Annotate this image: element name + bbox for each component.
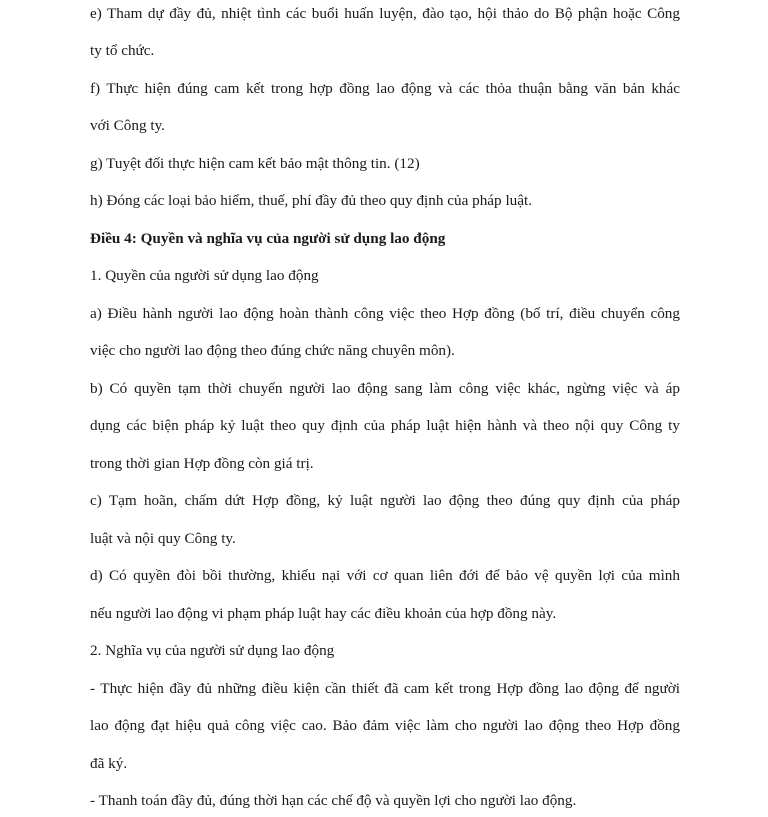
clause-e-line-2: ty tổ chức. bbox=[90, 42, 155, 59]
clause-h: h) Đóng các loại bảo hiểm, thuế, phí đầy đủ theo quy định của pháp luật. bbox=[90, 192, 533, 209]
article-4-heading: Điều 4: Quyền và nghĩa vụ của người sử dụng lao động bbox=[90, 230, 446, 247]
right-c-line-2: luật và nội quy Công ty. bbox=[90, 530, 236, 547]
obligation-2: - Thanh toán đầy đủ, đúng thời hạn các chế độ và quyền lợi cho người lao động. bbox=[90, 792, 577, 809]
right-b-line-1: b) Có quyền tạm thời chuyển người lao động sang làm công việc khác, ngừng việc và áp bbox=[90, 380, 680, 397]
section-2-heading: 2. Nghĩa vụ của người sử dụng lao động bbox=[90, 642, 335, 659]
right-a-line-1: a) Điều hành người lao động hoàn thành công việc theo Hợp đồng (bố trí, điều chuyển công bbox=[90, 305, 680, 322]
obligation-1-line-3: đã ký. bbox=[90, 755, 128, 772]
section-1-heading: 1. Quyền của người sử dụng lao động bbox=[90, 267, 319, 284]
right-d-line-2: nếu người lao động vi phạm pháp luật hay các điều khoản của hợp đồng này. bbox=[90, 605, 557, 622]
clause-g: g) Tuyệt đối thực hiện cam kết bảo mật thông tin. (12) bbox=[90, 155, 420, 172]
right-b-line-2: dụng các biện pháp kỷ luật theo quy định của pháp luật hiện hành và theo nội quy Công ty bbox=[90, 417, 680, 434]
clause-f-line-1: f) Thực hiện đúng cam kết trong hợp đồng lao động và các thỏa thuận bằng văn bản khác bbox=[90, 80, 680, 97]
clause-e-line-1: e) Tham dự đầy đủ, nhiệt tình các buổi huấn luyện, đào tạo, hội thảo do Bộ phận hoặc Công bbox=[90, 5, 680, 22]
right-b-line-3: trong thời gian Hợp đồng còn giá trị. bbox=[90, 455, 314, 472]
right-c-line-1: c) Tạm hoãn, chấm dứt Hợp đồng, kỷ luật người lao động theo đúng quy định của pháp bbox=[90, 492, 680, 509]
right-a-line-2: việc cho người lao động theo đúng chức năng chuyên môn). bbox=[90, 342, 455, 359]
clause-f-line-2: với Công ty. bbox=[90, 117, 165, 134]
obligation-1-line-2: lao động đạt hiệu quả công việc cao. Bảo đảm việc làm cho người lao động theo Hợp đồng bbox=[90, 717, 680, 734]
obligation-1-line-1: - Thực hiện đầy đủ những điều kiện cần thiết đã cam kết trong Hợp đồng lao động để người bbox=[90, 680, 680, 697]
right-d-line-1: d) Có quyền đòi bồi thường, khiếu nại với cơ quan liên đới để bảo vệ quyền lợi của mình bbox=[90, 567, 680, 584]
